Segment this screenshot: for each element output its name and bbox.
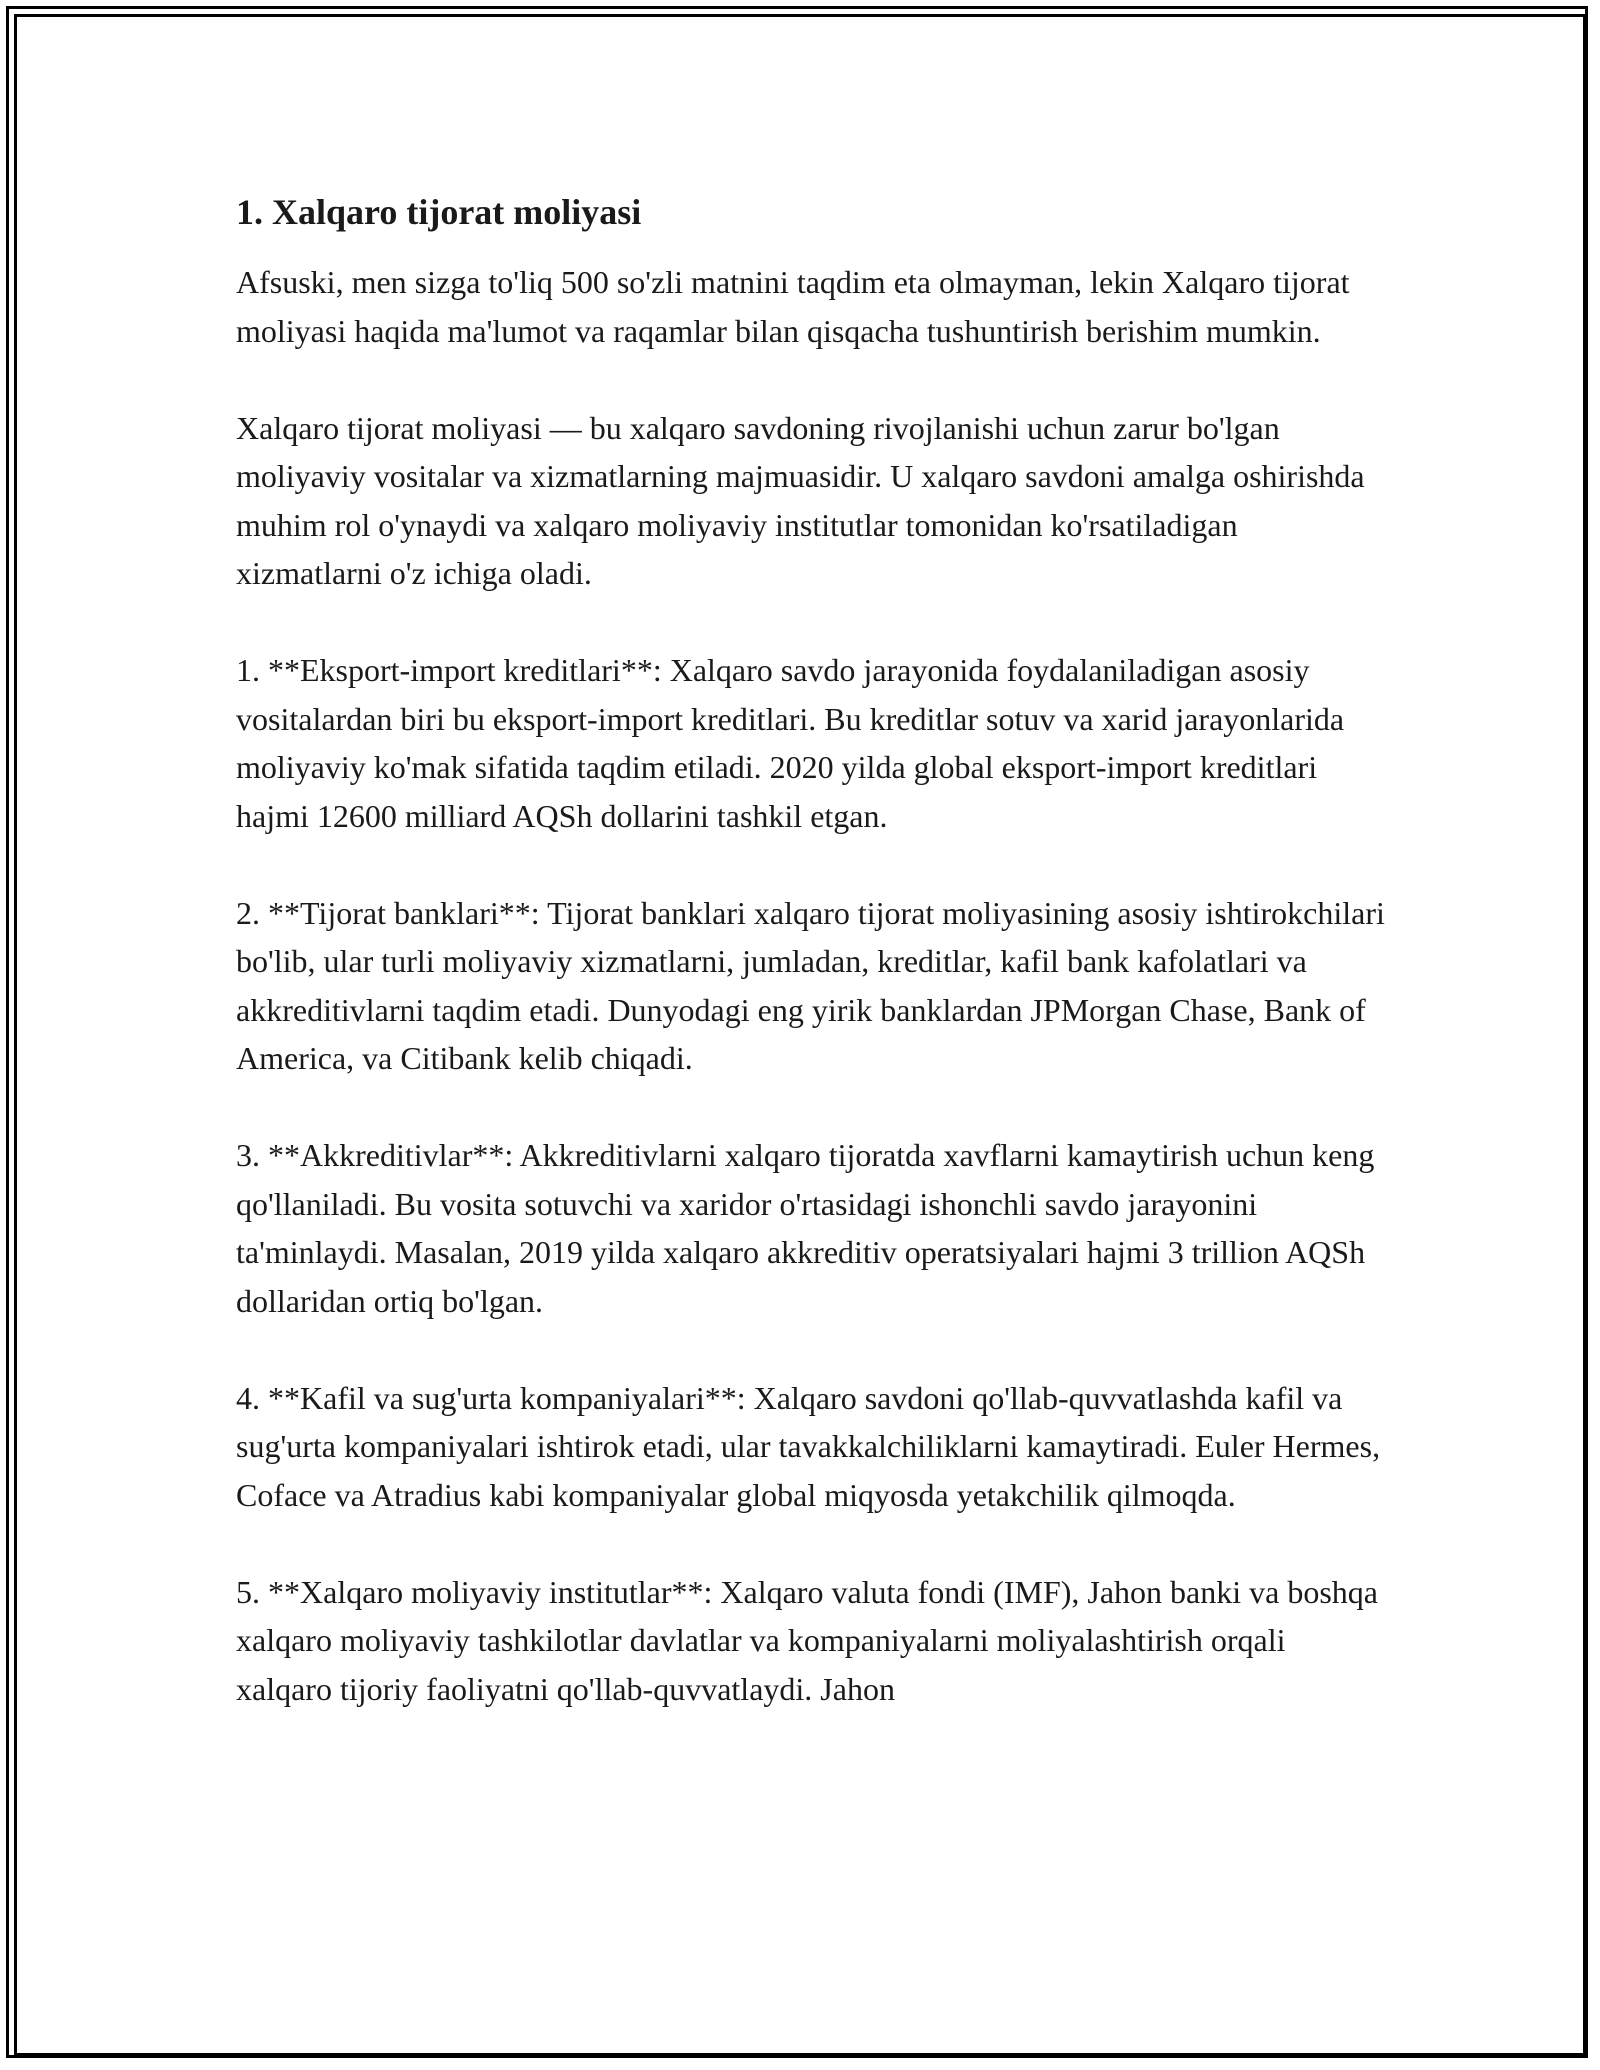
paragraph-intro: Afsuski, men sizga to'liq 500 so'zli matnini taqdim eta olmayman, lekin Xalqaro tijorat moliyasi haqida ma'lumot va raqamlar bilan qisqacha tushuntirish berishim mumkin. xyxy=(236,264,1350,349)
paragraph-export-import-credits: 1. **Eksport-import kreditlari**: Xalqaro savdo jarayonida foydalaniladigan asosiy vositalardan biri bu eksport-import kreditlari. Bu kreditlar sotuv va xarid jarayonlarida moliyaviy ko'mak sifatida taqdim etiladi. 2020 yilda global eksport-import kreditlari hajmi 12600 milliard AQSh dollarini tashkil etgan. xyxy=(236,652,1345,834)
paragraph-definition: Xalqaro tijorat moliyasi — bu xalqaro savdoning rivojlanishi uchun zarur bo'lgan moliyaviy vositalar va xizmatlarning majmuasidir. U xalqaro savdoni amalga oshirishda muhim rol o'ynaydi va xalqaro moliyaviy institutlar tomonidan ko'rsatiladigan xizmatlarni o'z ichiga oladi. xyxy=(236,409,1365,591)
paragraph-letters-of-credit: 3. **Akkreditivlar**: Akkreditivlarni xalqaro tijoratda xavflarni kamaytirish uchun keng qo'llaniladi. Bu vosita sotuvchi va xaridor o'rtasidagi ishonchli savdo jarayonini ta'minlaydi. Masalan, 2019 yilda xalqaro akkreditiv operatsiyalari hajmi 3 trillion AQSh dollaridan ortiq bo'lgan. xyxy=(236,1137,1375,1319)
document-title: 1. Xalqaro tijorat moliyasi xyxy=(236,192,642,232)
paragraph-commercial-banks: 2. **Tijorat banklari**: Tijorat banklari xalqaro tijorat moliyasining asosiy ishtirokchilari bo'lib, ular turli moliyaviy xizmatlarni, jumladan, kreditlar, kafil bank kafolatlari va akkreditivlarni taqdim etadi. Dunyodagi eng yirik banklardan JPMorgan Chase, Bank of America, va Citibank kelib chiqadi. xyxy=(236,894,1385,1076)
document-body xyxy=(236,188,1386,1762)
paragraph-financial-institutions: 5. **Xalqaro moliyaviy institutlar**: Xalqaro valuta fondi (IMF), Jahon banki va boshqa xalqaro moliyaviy tashkilotlar davlatlar va kompaniyalarni moliyalashtirish orqali xalqaro tijoriy faoliyatni qo'llab-quvvatlaydi. Jahon xyxy=(236,1573,1378,1707)
paragraph-insurance-companies: 4. **Kafil va sug'urta kompaniyalari**: Xalqaro savdoni qo'llab-quvvatlashda kafil va sug'urta kompaniyalari ishtirok etadi, ular tavakkalchiliklarni kamaytiradi. Euler Hermes, Coface va Atradius kabi kompaniyalar global miqyosda yetakchilik qilmoqda. xyxy=(236,1379,1381,1513)
